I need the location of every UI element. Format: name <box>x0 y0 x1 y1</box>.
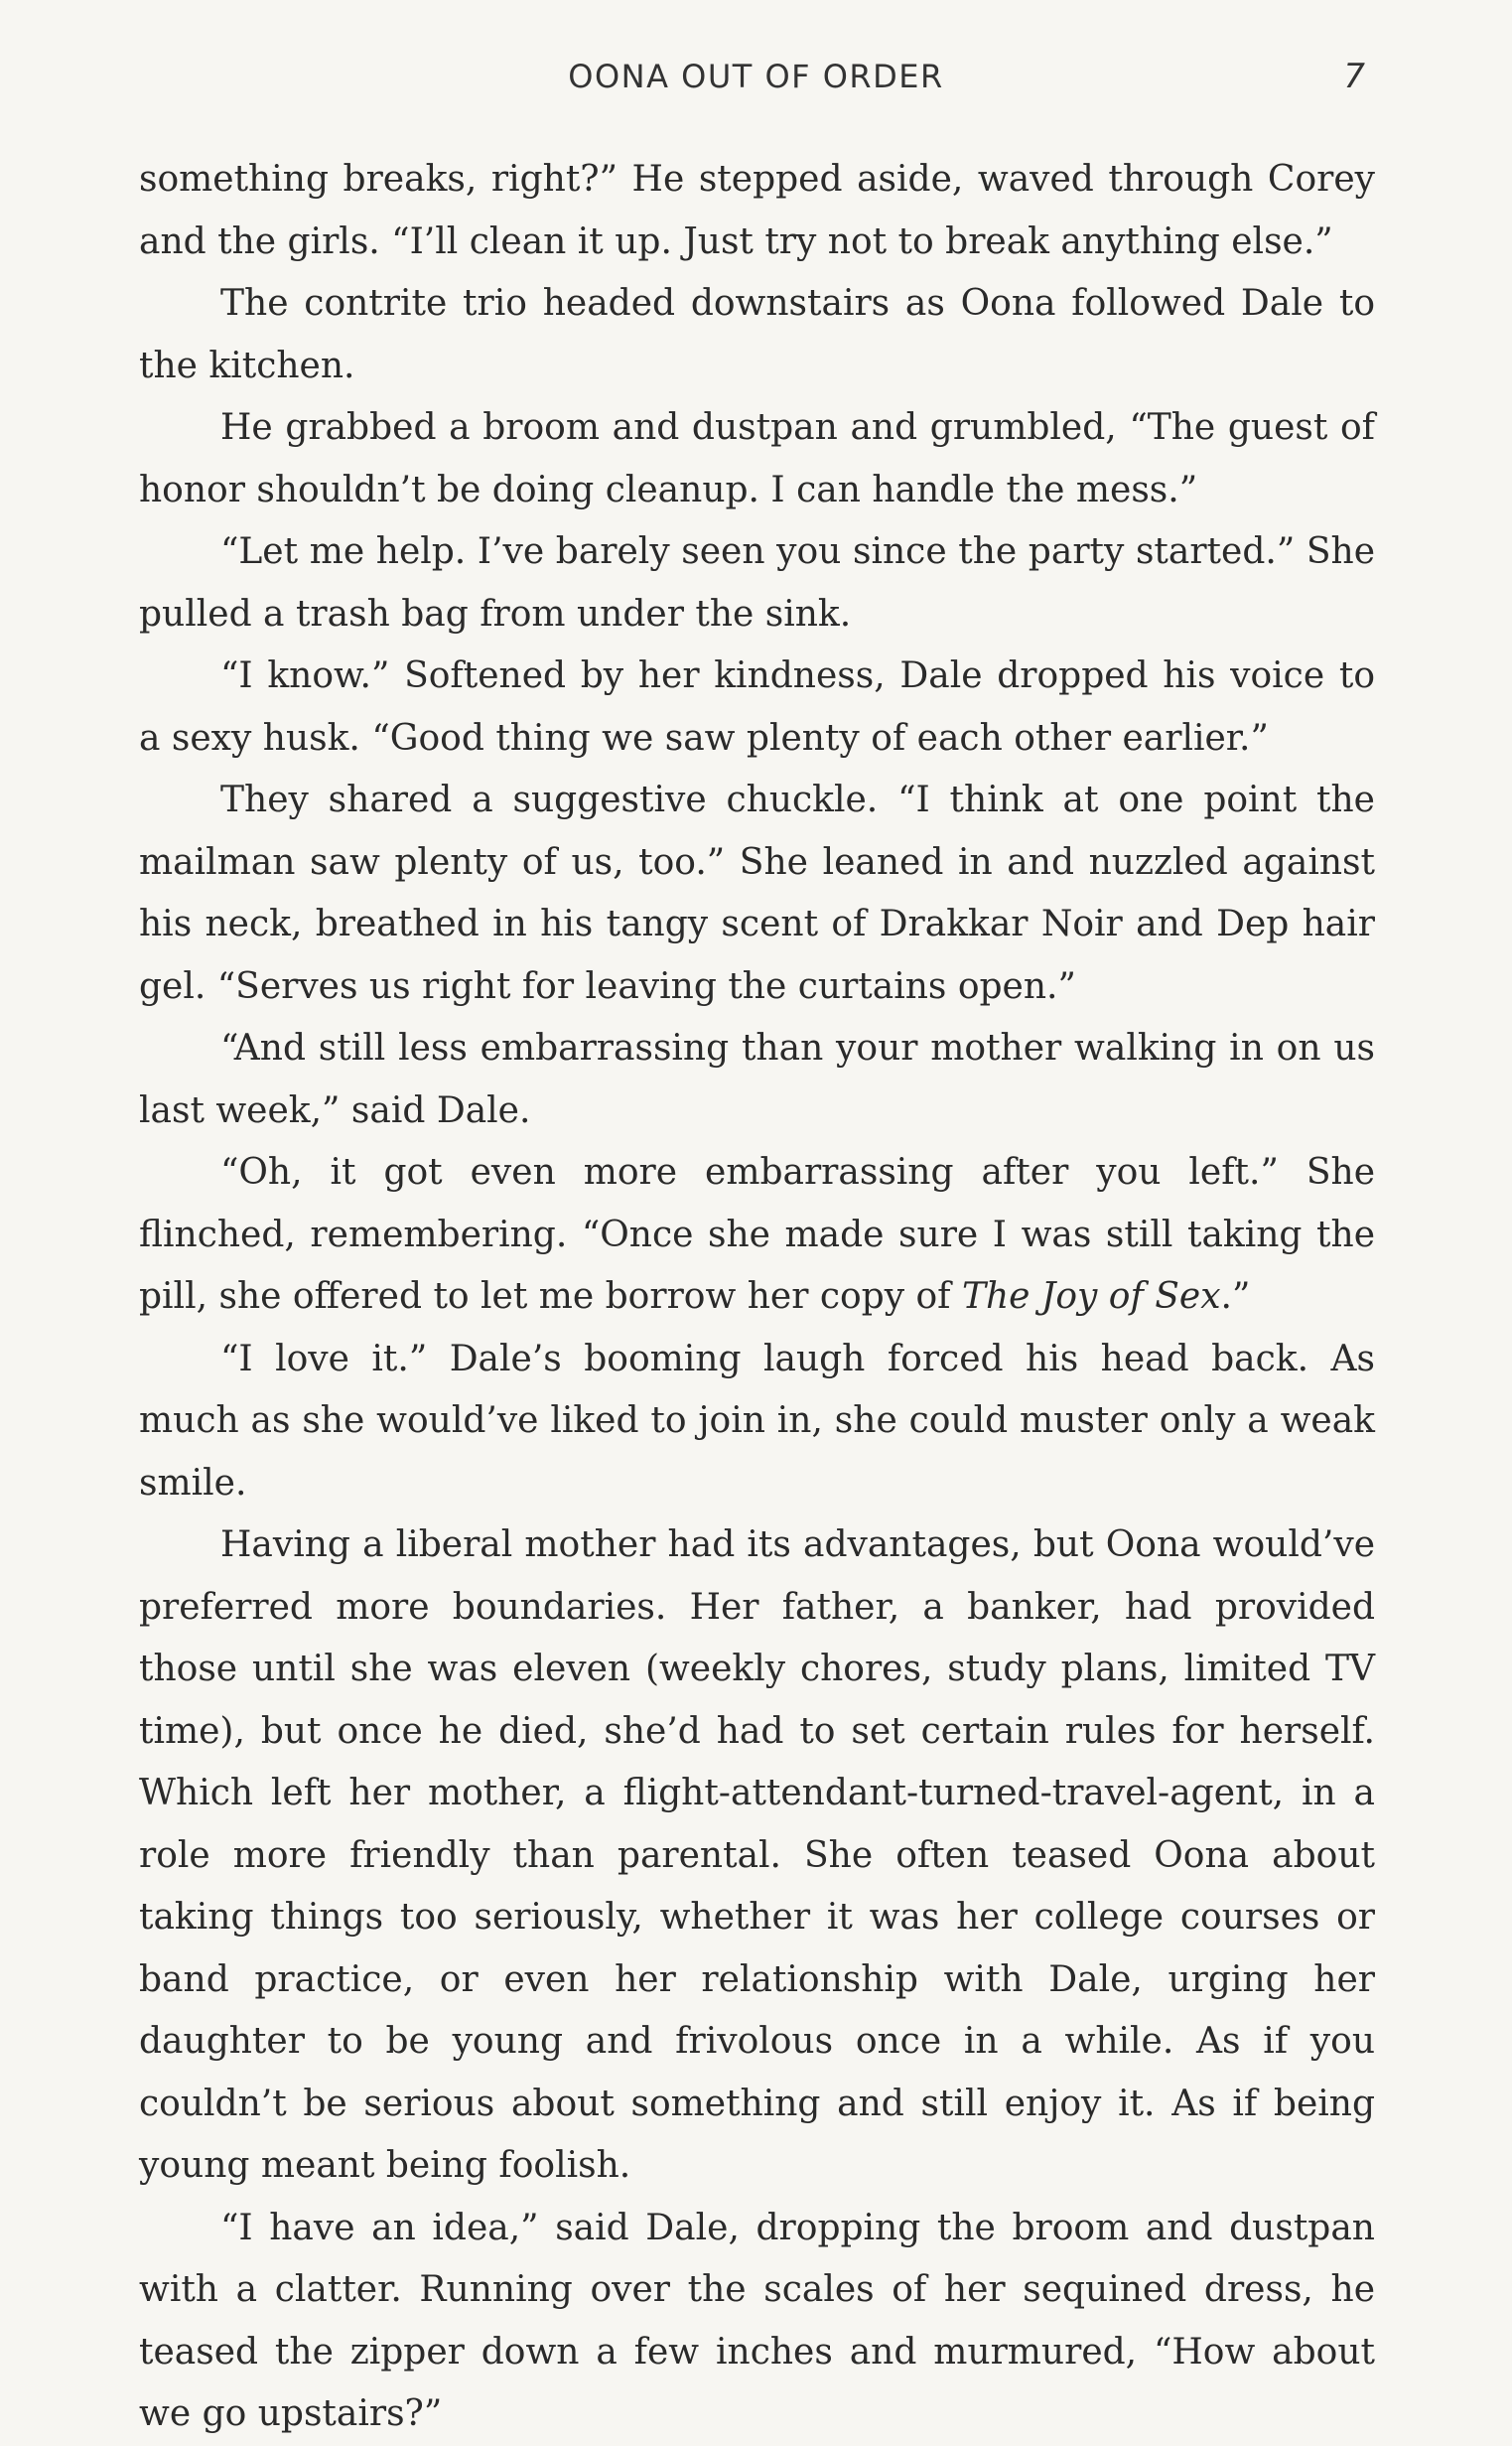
book-title-italic: The Joy of Sex <box>961 1276 1221 1317</box>
body-text <box>139 149 1375 2446</box>
paragraph: He grabbed a broom and dustpan and grumbled, “The guest of honor shouldn’t be doing cleanup. I can handle the mess.” <box>139 407 1375 510</box>
paragraph: “And still less embarrassing than your mother walking in on us last week,” said Dale. <box>139 1028 1375 1131</box>
paragraph: Having a liberal mother had its advantages, but Oona would’ve preferred more boundaries. Her father, a banker, had provided those until she was eleven (weekly chores, study plans, limited TV time), but once he died, she’d had to set certain rules for herself. Which left her mother, a flight-attendant-turned-travel-agent, in a role more friendly than parental. She often teased Oona about taking things too seriously, whether it was her college courses or band practice, or even her relationship with Dale, urging her daughter to be young and frivolous once in a while. As if you couldn’t be serious about something and still enjoy it. As if being young meant being foolish. <box>139 1524 1375 2186</box>
page-number: 7 <box>1343 57 1365 96</box>
paragraph: “Let me help. I’ve barely seen you since the party started.” She pulled a trash bag from under the sink. <box>139 531 1375 635</box>
running-title: OONA OUT OF ORDER <box>568 58 944 95</box>
paragraph-continued: something breaks, right?” He stepped aside, waved through Corey and the girls. “I’ll clean it up. Just try not to break anything else.” <box>139 159 1375 262</box>
page-header <box>0 52 1512 101</box>
paragraph: “I have an idea,” said Dale, dropping the broom and dustpan with a clatter. Running over the scales of her sequined dress, he teased the zipper down a few inches and murmured, “How about we go upstairs?” <box>139 2207 1375 2434</box>
paragraph: “I love it.” Dale’s booming laugh forced his head back. As much as she would’ve liked to join in, she could muster only a weak smile. <box>139 1338 1375 1504</box>
paragraph: “Oh, it got even more embarrassing after you left.” She flinched, remembering. “Once she made sure I was still taking the pill, she offered to let me borrow her copy of The Joy of Sex.” <box>139 1152 1375 1317</box>
paragraph: They shared a suggestive chuckle. “I think at one point the mailman saw plenty of us, too.” She leaned in and nuzzled against his neck, breathed in his tangy scent of Drakkar Noir and Dep hair gel. “Serves us right for leaving the curtains open.” <box>139 780 1375 1007</box>
paragraph: “I know.” Softened by her kindness, Dale dropped his voice to a sexy husk. “Good thing we saw plenty of each other earlier.” <box>139 655 1375 759</box>
paragraph: The contrite trio headed downstairs as Oona followed Dale to the kitchen. <box>139 283 1375 386</box>
